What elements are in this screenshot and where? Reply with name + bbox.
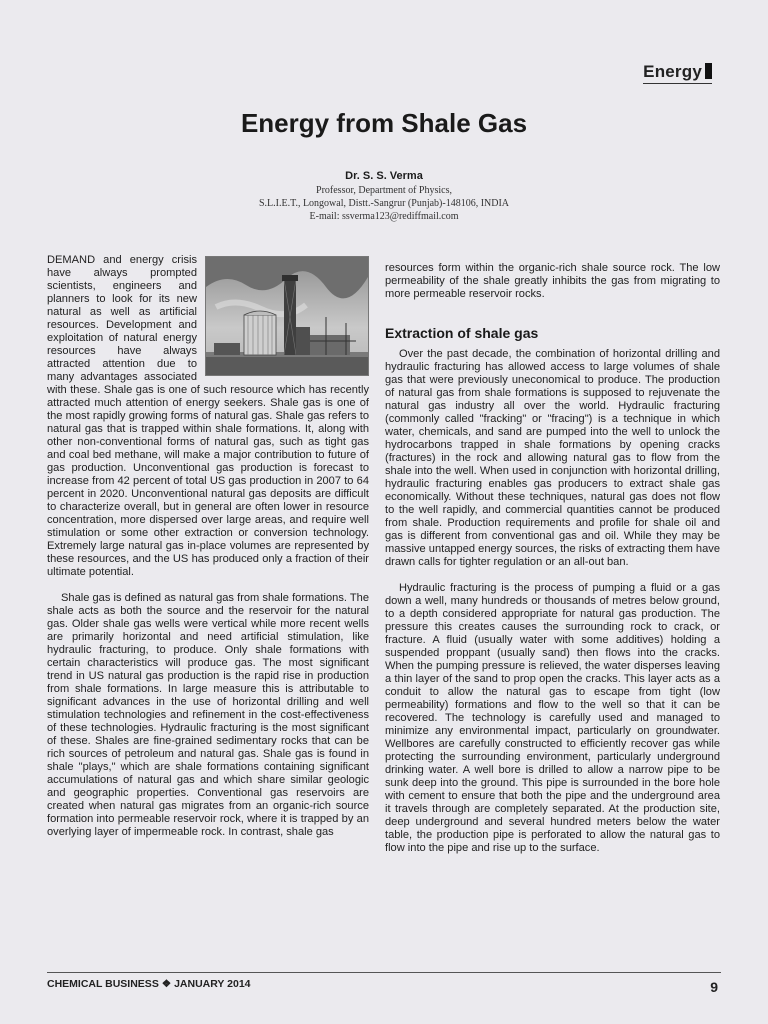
author-name: Dr. S. S. Verma xyxy=(345,170,423,182)
section-marker xyxy=(705,63,712,79)
section-tag xyxy=(643,62,712,84)
intro-text-b: will make a major contribution to future of gas production. Unconventional gas production is forecast to increase from 42 percent of total US gas production in 2007 to 64 percent in 2020. Unconventional natural gas deposits are difficult to characterize overall, but in general are often lower in resource concentration, more dispersed over large areas, and require well stimulation or some other extraction or conversion technology. Extremely large natural gas in-place volumes are represented by these resources, and the US has produced only a fraction of their ultimate potential. xyxy=(47,449,370,578)
right-column xyxy=(385,262,720,855)
plant-photo-graphic xyxy=(206,257,368,375)
intro-text-a: DEMAND and energy crisis have always prompted scientists, engineers and planners to look for its new natural as well as artificial resources. Development and exploitation of natural energy resources have always attracted attention due to many advantages associated with these. Shale gas is one of such resource which has recently attracted much attention of energy seekers. Shale gas is one of the most rapidly growing forms of natural gas. Shale gas refers to natural gas that is trapped within shale formations. It, along with other non-conventional forms of natural gas, such as tight gas and coal bed methane, xyxy=(47,254,369,461)
definition-paragraph: Shale gas is defined as natural gas from shale formations. The shale acts as both the source and the reservoir for the natural gas. Older shale gas wells were vertical while more recent wells are primarily horizontal and need artificial stimulation, like hydraulic fracturing, to produce. Only shale formations with certain characteristics will produce gas. The most significant trend in US natural gas production is the rapid rise in production from shale formations. In large measure this is attributable to significant advances in the use of horizontal drilling and well stimulation technologies and refinement in the cost-effectiveness of these technologies. Hydraulic fracturing is the most significant of these. Shales are fine-grained sedimentary rocks that can be rich sources of petroleum and natural gas. Shale gas is found in shale "plays," which are shale formations containing significant accumulations of natural gas and which share similar geologic and geographic properties. Conventional gas reservoirs are created when natural gas migrates from an organic-rich source formation into permeable reservoir rock, where it is trapped by an overlying layer of impermeable rock. In contrast, shale gas xyxy=(47,592,369,838)
left-column xyxy=(47,254,369,839)
extraction-paragraph: Over the past decade, the combination of horizontal drilling and hydraulic fracturing has allowed access to large volumes of shale gas that were previously uneconomical to produce. The production of natural gas from shale formations is supposed to rejuvenate the natural gas industry all over the world. Hydraulic fracturing (commonly called "fracking" or "fracing") is a technique in which water, chemicals, and sand are pumped into the well to unlock the hydrocarbons trapped in shale formations by opening cracks (fractures) in the rock and allowing natural gas to flow from the shale into the well. When used in conjunction with horizontal drilling, hydraulic fracturing enables gas producers to extract shale gas economically. Without these techniques, natural gas does not flow to the well rapidly, and commercial quantities cannot be produced from shale. Production requirements and profile for shale oil and gas is different from conventional gas and oil. While they may be massive untapped energy sources, the risks of extracting them have drawn calls for tighter regulation or an all-out ban. xyxy=(385,348,720,568)
publication-info: CHEMICAL BUSINESS ❖ JANUARY 2014 xyxy=(47,978,251,990)
shale-gas-plant-photo xyxy=(205,256,369,376)
section-heading: Extraction of shale gas xyxy=(385,325,539,341)
affiliation-email: E-mail: ssverma123@rediffmail.com xyxy=(309,211,459,222)
fracturing-paragraph: Hydraulic fracturing is the process of pumping a fluid or a gas down a well, many hundreds or thousands of metres below ground, to a depth considered appropriate for natural gas production. The pressure this creates causes the surrounding rock to crack, or fracture. A fluid (usually water with some additives) holding a suspended proppant (usually sand) then flows into the cracks. When the pumping pressure is relieved, the water disperses leaving a thin layer of the sand to prop open the cracks. This layer acts as a conduit to allow the natural gas to escape from tight (low permeability) formations and flow to the well so that it can be recovered. The technology is carefully used and managed to minimize any environmental impact, particularly on groundwater. Wellbores are carefully constructed to efficiently recover gas while protecting the surrounding environment, particularly underground drinking water. A well bore is drilled to allow a narrow pipe to be sunk deep into the ground. This pipe is surrounded in the bore hole with cement to ensure that both the pipe and the underground area it travels through are completely separated. At the production site, deep underground and several hundred meters below the water table, the production pipe is perforated to allow the natural gas to flow into the pipe and rise up to the surface. xyxy=(385,582,720,854)
section-label: Energy xyxy=(643,62,702,81)
footer-divider xyxy=(47,972,721,973)
affiliation-institute: S.L.I.E.T., Longowal, Distt.-Sangrur (Punjab)-148106, INDIA xyxy=(258,198,510,209)
page-number: 9 xyxy=(710,979,718,995)
article-title: Energy from Shale Gas xyxy=(240,108,528,138)
affiliation-department: Professor, Department of Physics, xyxy=(316,185,452,196)
intro-paragraph xyxy=(47,254,369,579)
continuation-paragraph: resources form within the organic-rich shale source rock. The low permeability of the shale greatly inhibits the gas from migrating to more permeable reservoir rocks. xyxy=(385,262,720,300)
